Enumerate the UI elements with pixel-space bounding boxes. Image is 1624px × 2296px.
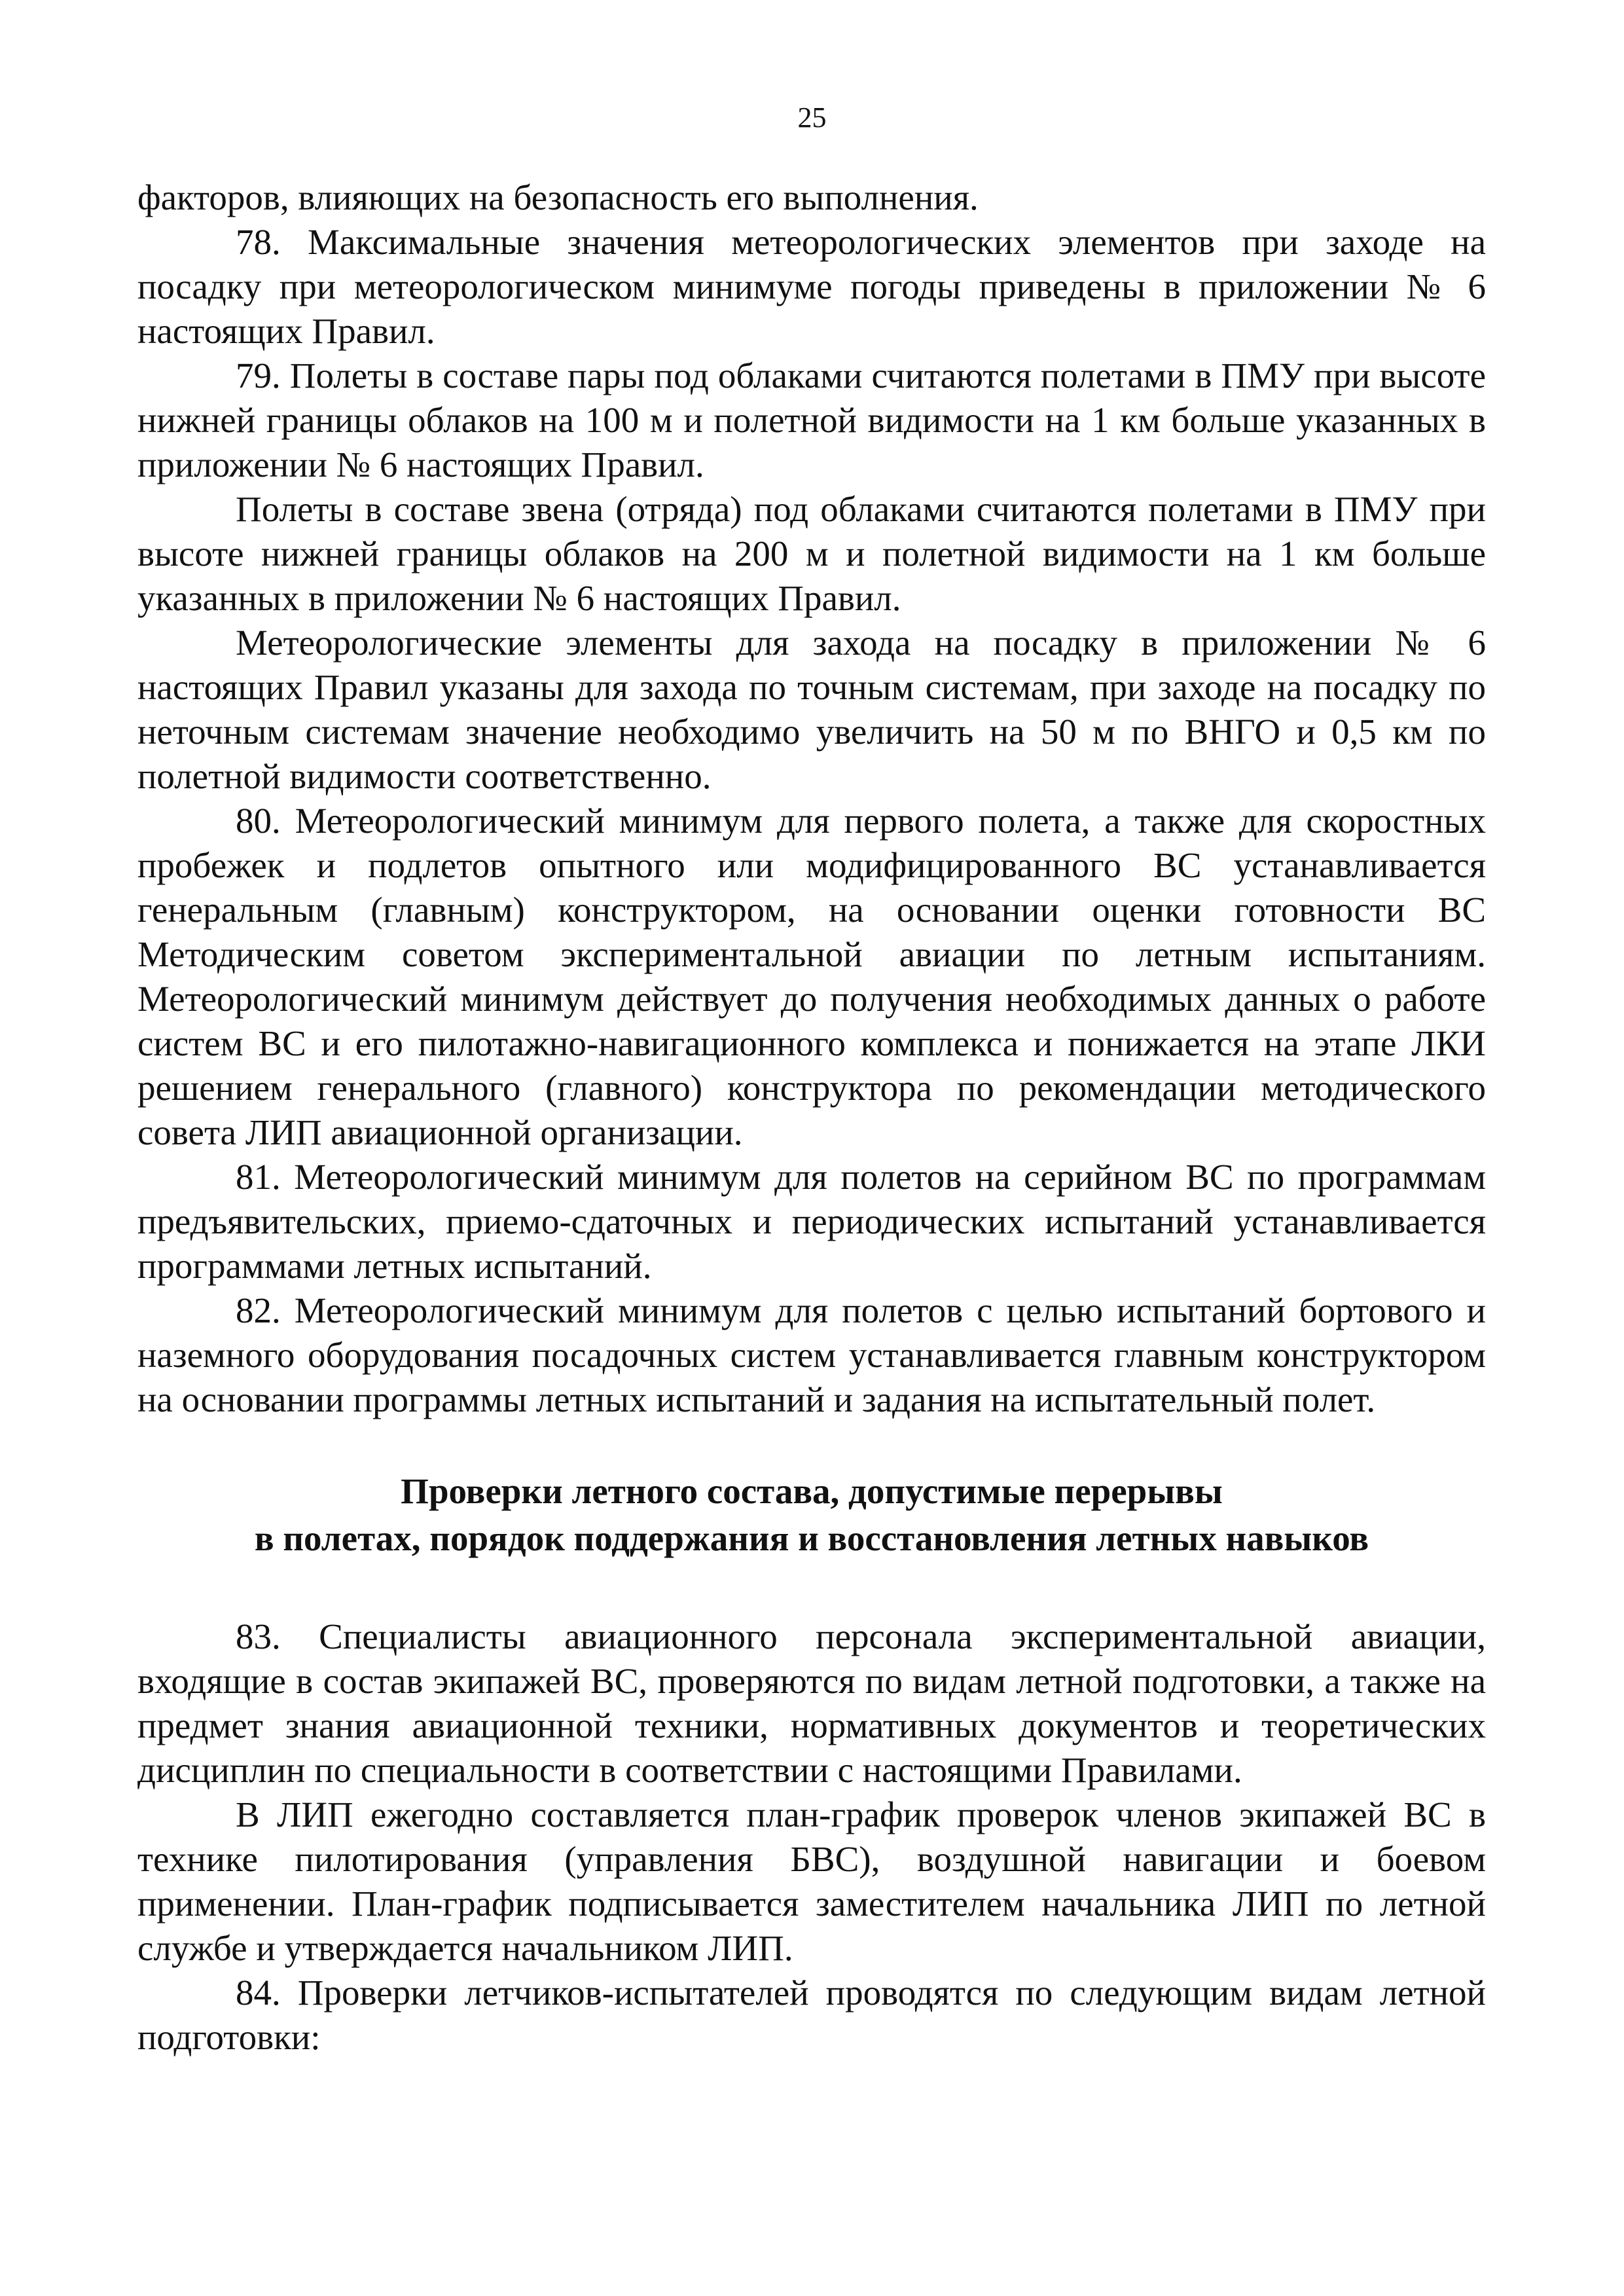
paragraph-84: 84. Проверки летчиков-испытателей проводятся по следующим видам летной подготовки: xyxy=(137,1973,1486,2057)
paragraph-82: 82. Метеорологический минимум для полетов с целью испытаний бортового и наземного оборудования посадочных систем устанавливается главным конструктором на основании программы летных испытаний и задания на испытательный полет. xyxy=(137,1290,1486,1419)
paragraph-80: 80. Метеорологический минимум для первого полета, а также для скоростных пробежек и подлетов опытного или модифицированного ВС устанавливается генеральным (главным) конструктором, на основании оценки готовности ВС Методическим советом экспериментальной авиации по летным испытаниям. Метеорологический минимум действует до получения необходимых данных о работе систем ВС и его пилотажно-навигационного комплекса и понижается на этапе ЛКИ решением генерального (главного) конструктора по рекомендации методического совета ЛИП авиационной организации. xyxy=(137,801,1486,1152)
paragraph-83: 83. Специалисты авиационного персонала экспериментальной авиации, входящие в состав экипажей ВС, проверяются по видам летной подготовки, а также на предмет знания авиационной техники, нормативных документов и теоретических дисциплин по специальности в соответствии с настоящими Правилами. xyxy=(137,1616,1486,1790)
section-heading xyxy=(137,1468,1486,1562)
paragraph-83-schedule: В ЛИП ежегодно составляется план-график проверок членов экипажей ВС в технике пилотирования (управления БВС), воздушной навигации и боевом применении. План-график подписывается заместителем начальника ЛИП по летной службе и утверждается начальником ЛИП. xyxy=(137,1795,1486,1968)
paragraph-78: 78. Максимальные значения метеорологических элементов при заходе на посадку при метеорологическом минимуме погоды приведены в приложении № 6 настоящих Правил. xyxy=(137,222,1486,351)
paragraph-continuation: факторов, влияющих на безопасность его выполнения. xyxy=(137,177,979,217)
paragraph-81: 81. Метеорологический минимум для полетов на серийном ВС по программам предъявительских, приемо-сдаточных и периодических испытаний устанавливается программами летных испытаний. xyxy=(137,1157,1486,1286)
section-heading-line-2: в полетах, порядок поддержания и восстановления летных навыков xyxy=(254,1518,1369,1558)
paragraph-79-flight-unit: Полеты в составе звена (отряда) под облаками считаются полетами в ПМУ при высоте нижней границы облаков на 200 м и полетной видимости на 1 км больше указанных в приложении № 6 настоящих Правил. xyxy=(137,489,1486,618)
paragraph-79-meteo-elements: Метеорологические элементы для захода на посадку в приложении № 6 настоящих Правил указаны для захода по точным системам, при заходе на посадку по неточным системам значение необходимо увеличить на 50 м по ВНГО и 0,5 км по полетной видимости соответственно. xyxy=(137,623,1486,796)
paragraph-79: 79. Полеты в составе пары под облаками считаются полетами в ПМУ при высоте нижней границы облаков на 100 м и полетной видимости на 1 км больше указанных в приложении № 6 настоящих Правил. xyxy=(137,355,1486,484)
section-heading-line-1: Проверки летного состава, допустимые перерывы xyxy=(401,1471,1223,1511)
page-number: 25 xyxy=(797,101,827,134)
page-content xyxy=(137,175,1486,2060)
